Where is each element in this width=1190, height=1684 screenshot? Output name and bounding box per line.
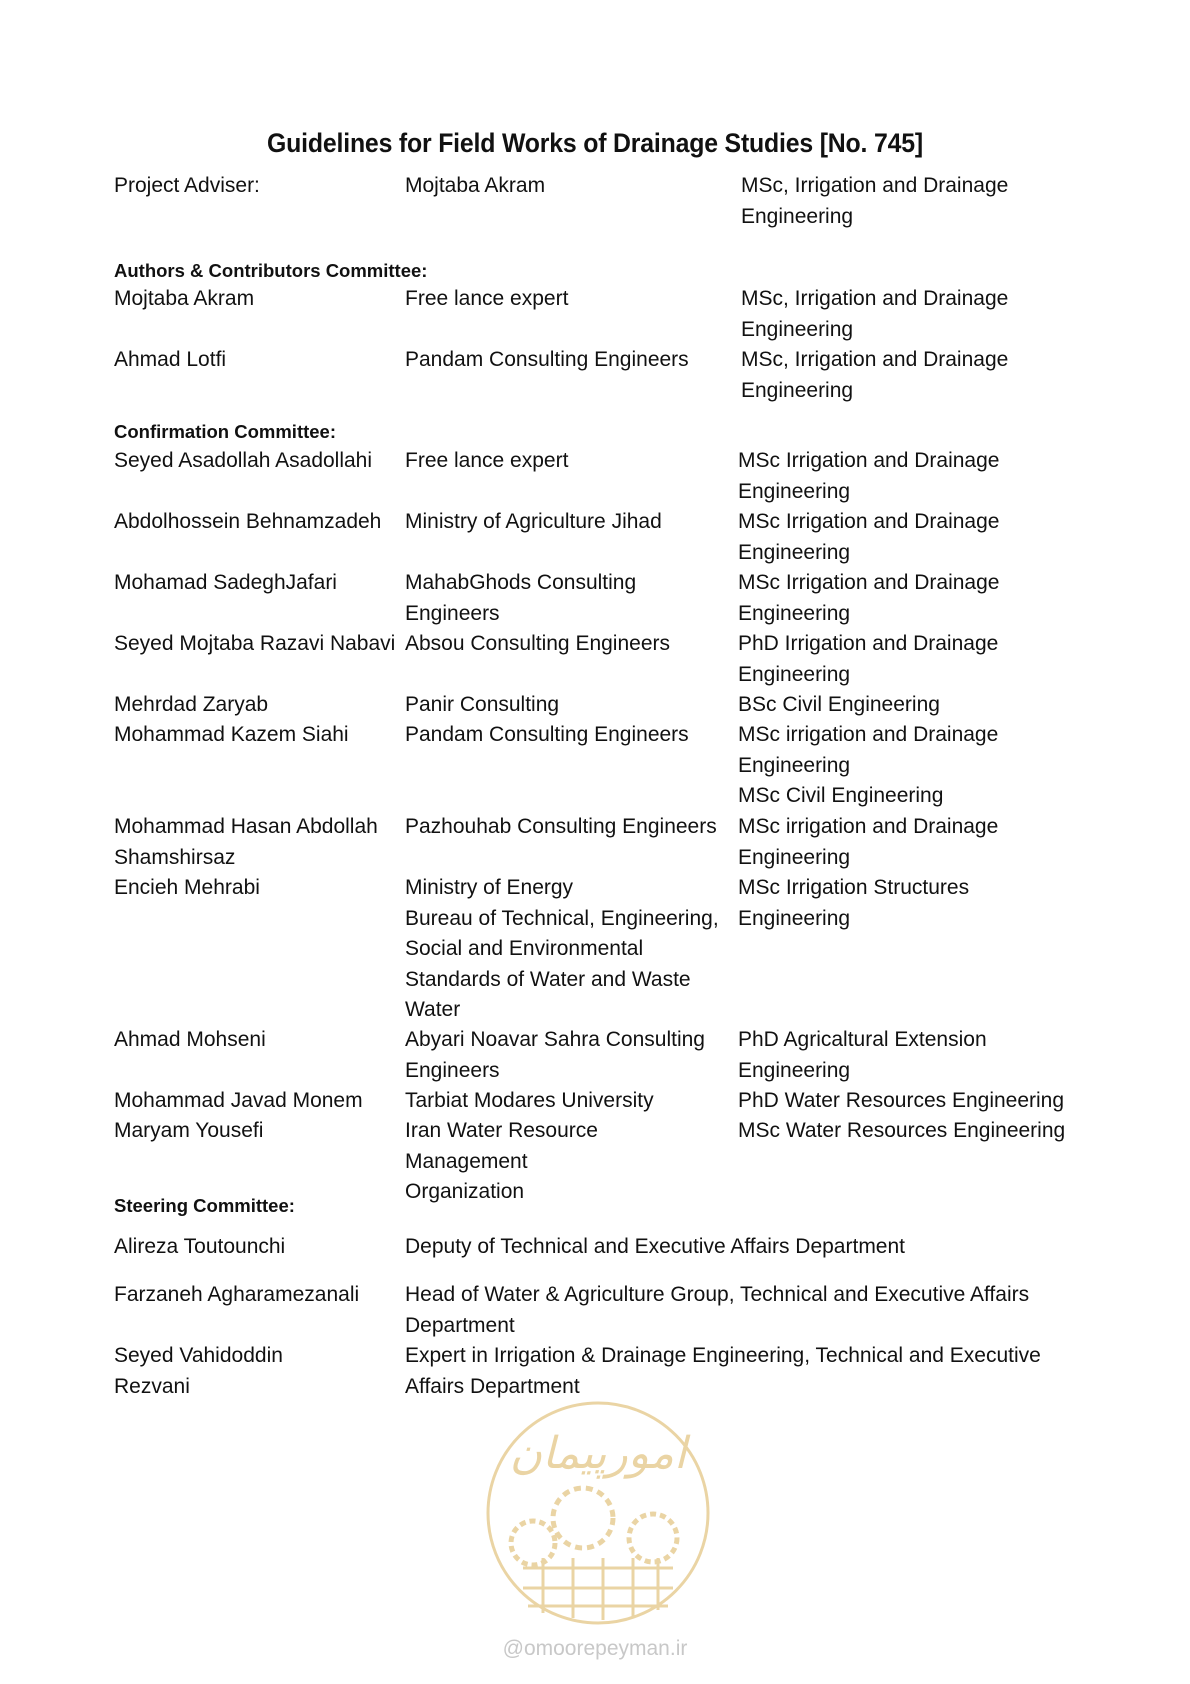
- steering-heading: Steering Committee:: [114, 1195, 295, 1216]
- member-name: Alireza Toutounchi: [114, 1235, 286, 1258]
- page-title: Guidelines for Field Works of Drainage Studies [No. 745]: [267, 128, 923, 158]
- member-org: Ministry of Agriculture Jihad: [405, 510, 662, 533]
- member-degree: MSc, Irrigation and Drainage Engineering: [741, 287, 1009, 341]
- member-org: Iran Water Resource Management Organization: [405, 1119, 598, 1203]
- member-name: Maryam Yousefi: [114, 1119, 264, 1142]
- member-degree: MSc Irrigation and Drainage Engineering: [738, 449, 1000, 503]
- member-name: Seyed Asadollah Asadollahi: [114, 449, 373, 472]
- member-name: Ahmad Mohseni: [114, 1028, 266, 1051]
- member-org: Free lance expert: [405, 449, 569, 472]
- member-org: Pandam Consulting Engineers: [405, 723, 689, 746]
- member-degree: PhD Irrigation and Drainage Engineering: [738, 632, 999, 686]
- member-org: Absou Consulting Engineers: [405, 632, 671, 655]
- member-name: Encieh Mehrabi: [114, 876, 260, 899]
- member-name: Mohammad Hasan Abdollah Shamshirsaz: [114, 815, 378, 869]
- member-degree: MSc, Irrigation and Drainage Engineering: [741, 348, 1009, 402]
- member-degree: MSc Irrigation and Drainage Engineering: [738, 510, 1000, 564]
- member-org: Pazhouhab Consulting Engineers: [405, 815, 717, 838]
- member-degree: MSc irrigation and Drainage Engineering: [738, 815, 999, 869]
- member-name: Mohamad SadeghJafari: [114, 571, 337, 594]
- seal-logo: [483, 1398, 713, 1628]
- member-name: Farzaneh Agharamezanali: [114, 1283, 360, 1306]
- member-degree: PhD Agricaltural Extension Engineering: [738, 1028, 987, 1082]
- member-org: Abyari Noavar Sahra Consulting Engineers: [405, 1028, 705, 1082]
- project-adviser-degree: MSc, Irrigation and Drainage Engineering: [741, 174, 1009, 228]
- confirmation-heading: Confirmation Committee:: [114, 421, 336, 442]
- member-degree: BSc Civil Engineering: [738, 693, 940, 716]
- member-role: Expert in Irrigation & Drainage Engineering, Technical and Executive Affairs Department: [405, 1344, 1041, 1398]
- member-degree: MSc Irrigation Structures Engineering: [738, 876, 970, 930]
- member-role: Head of Water & Agriculture Group, Technical and Executive Affairs Department: [405, 1283, 1030, 1337]
- member-degree: MSc Water Resources Engineering: [738, 1119, 1066, 1142]
- member-org: Tarbiat Modares University: [405, 1089, 654, 1112]
- member-org: Free lance expert: [405, 287, 569, 310]
- member-name: Mojtaba Akram: [114, 287, 255, 310]
- member-degree: PhD Water Resources Engineering: [738, 1089, 1065, 1112]
- member-org: Panir Consulting: [405, 693, 560, 716]
- member-name: Mohammad Javad Monem: [114, 1089, 363, 1112]
- member-name: Mohammad Kazem Siahi: [114, 723, 349, 746]
- watermark-text: @omoorepeyman.ir: [502, 1637, 688, 1660]
- member-name: Mehrdad Zaryab: [114, 693, 269, 716]
- project-adviser-label: Project Adviser:: [114, 174, 260, 197]
- member-name: Seyed Vahidoddin Rezvani: [114, 1344, 283, 1398]
- member-role: Deputy of Technical and Executive Affairs Department: [405, 1235, 906, 1258]
- seal-gears: [511, 1488, 677, 1565]
- member-org: Pandam Consulting Engineers: [405, 348, 689, 371]
- authors-heading: Authors & Contributors Committee:: [114, 260, 428, 281]
- member-degree: MSc Irrigation and Drainage Engineering: [738, 571, 1000, 625]
- seal-script: امورپیمان: [509, 1428, 687, 1479]
- member-name: Abdolhossein Behnamzadeh: [114, 510, 382, 533]
- member-name: Seyed Mojtaba Razavi Nabavi: [114, 632, 396, 655]
- member-org: MahabGhods Consulting Engineers: [405, 571, 637, 625]
- member-name: Ahmad Lotfi: [114, 348, 227, 371]
- member-org: Ministry of Energy Bureau of Technical, Engineering, Social and Environmental Standards of Water and Waste Water: [405, 876, 719, 1021]
- member-degree: MSc irrigation and Drainage Engineering MSc Civil Engineering: [738, 723, 999, 807]
- project-adviser-name: Mojtaba Akram: [405, 174, 546, 197]
